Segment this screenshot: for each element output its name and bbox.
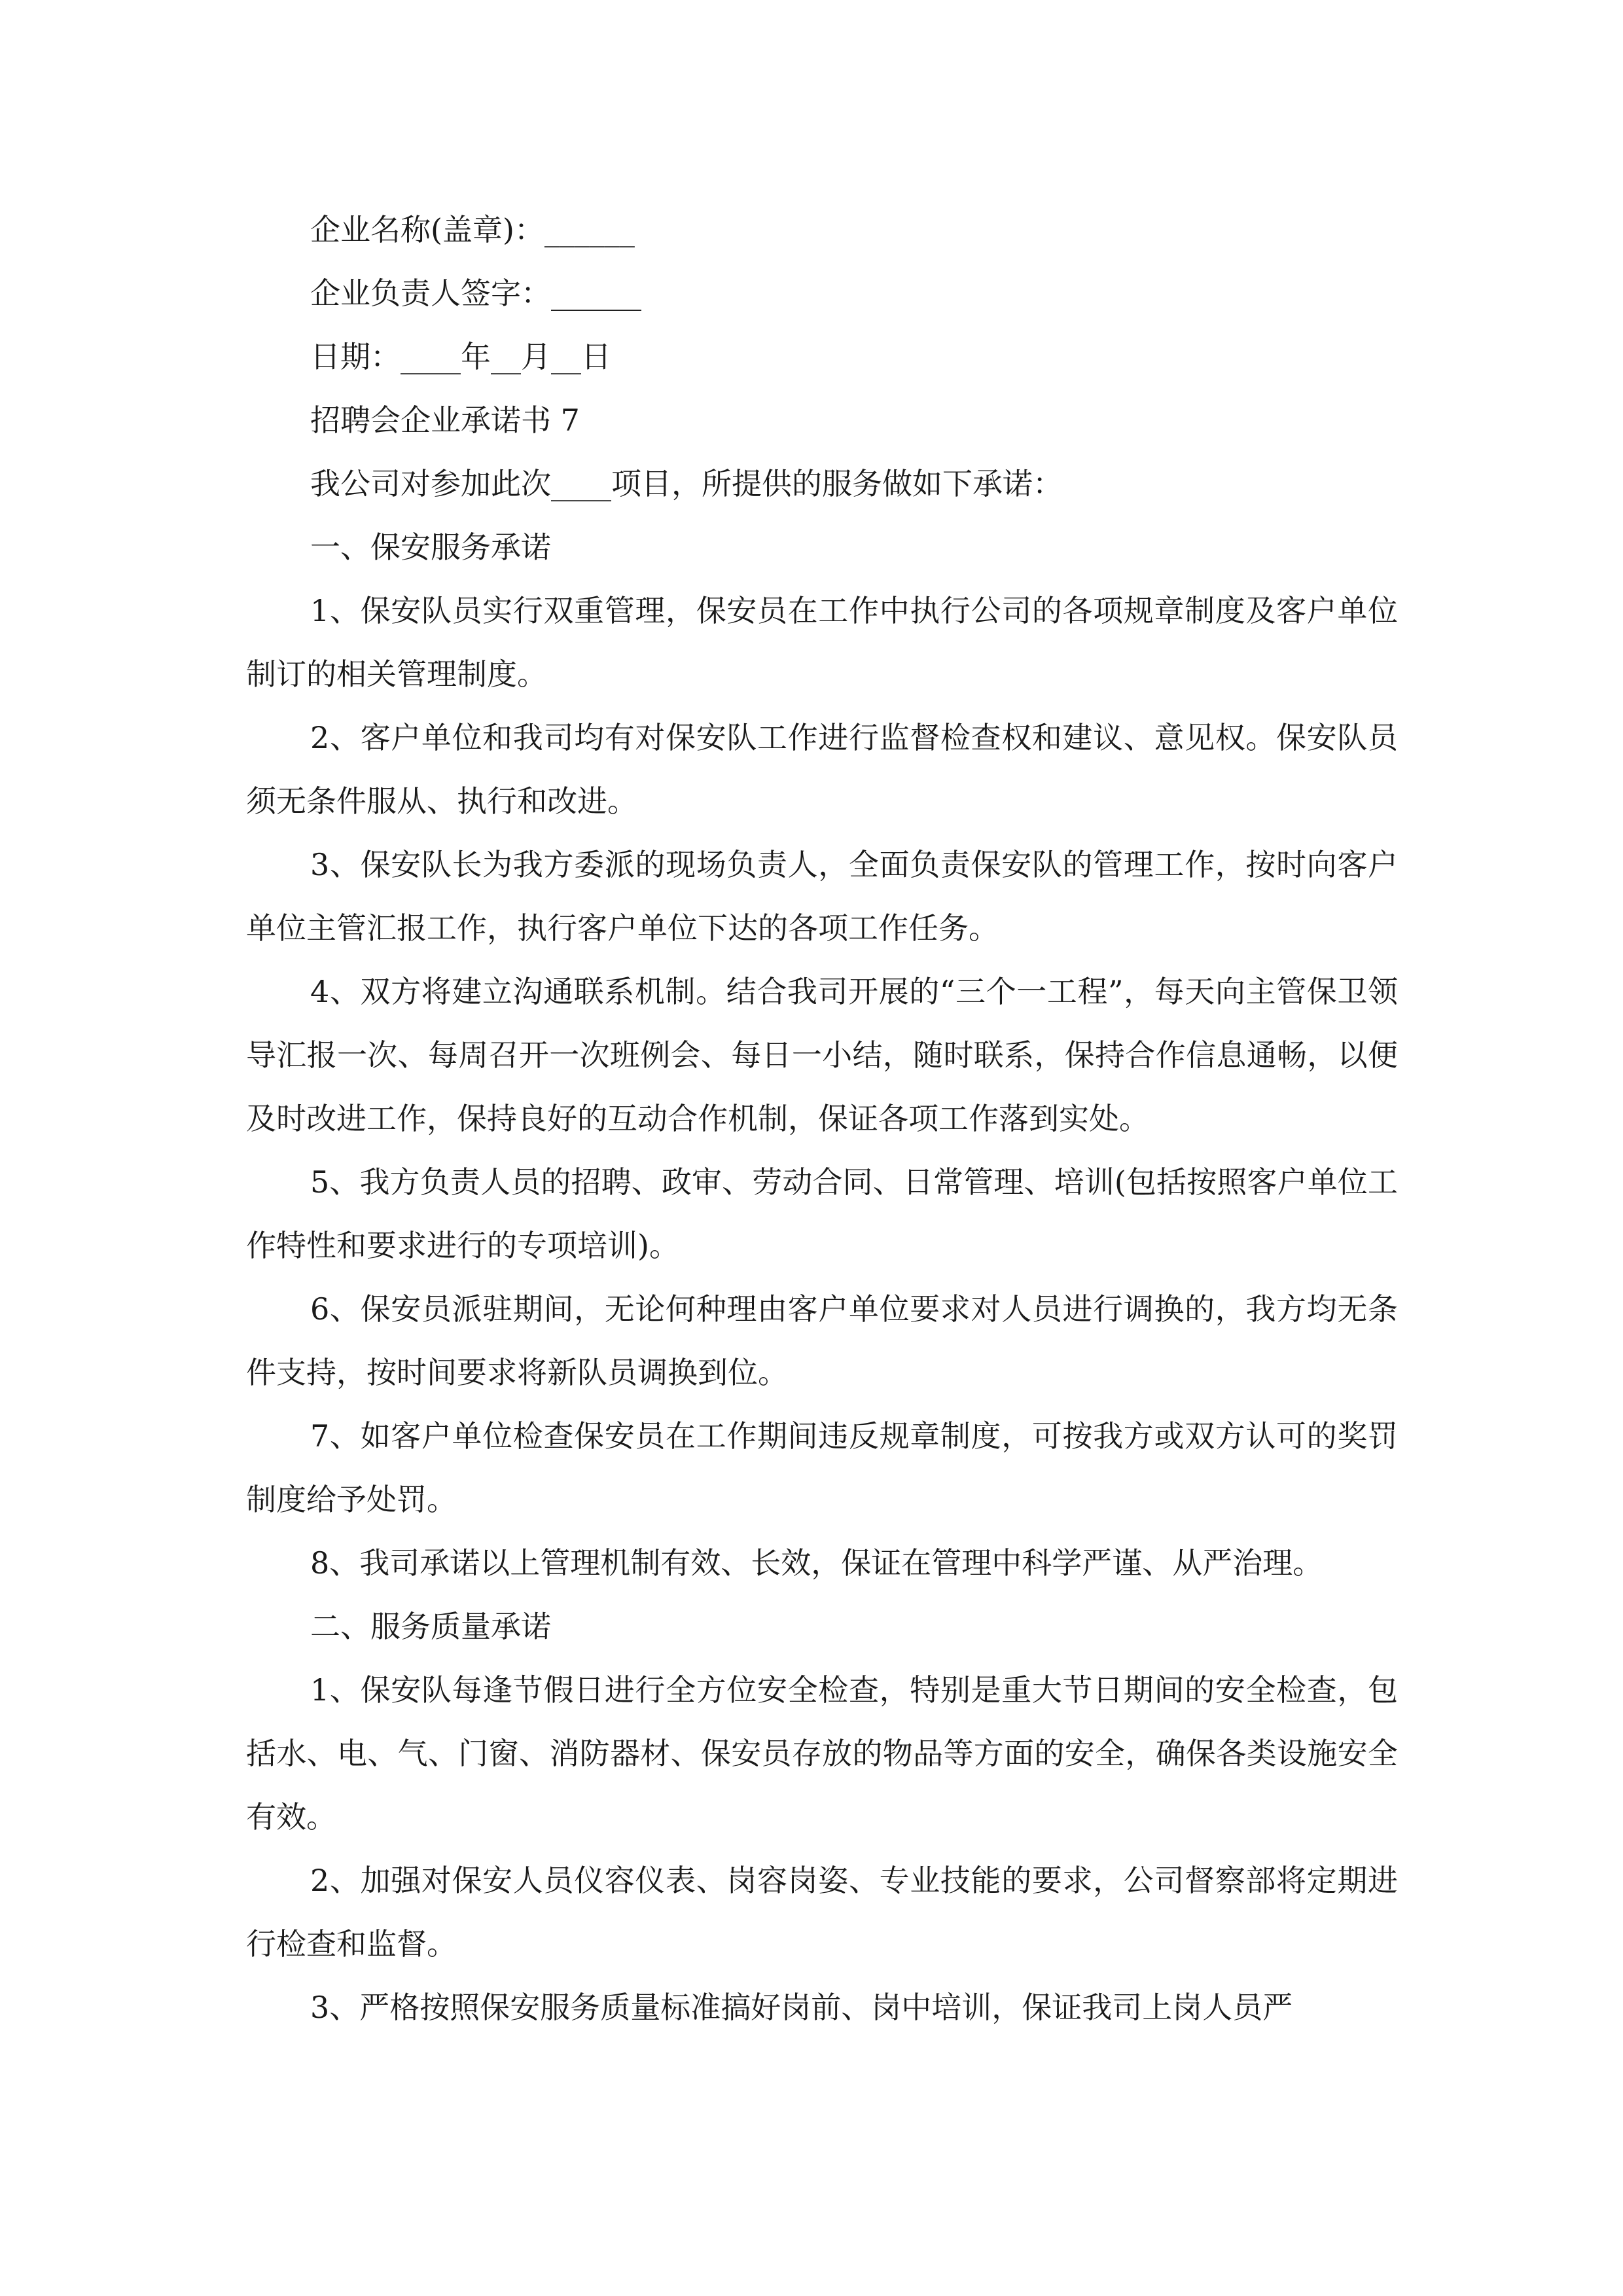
section-heading-service-quality: 二、服务质量承诺 <box>310 1609 551 1644</box>
list-item: 5、我方负责人员的招聘、政审、劳动合同、日常管理、培训(包括按照客户单位工作特性和要求进行的专项培训)。 <box>246 1164 1398 1263</box>
date-field: 日期：____年__月__日 <box>310 339 611 374</box>
list-item: 6、保安员派驻期间，无论何种理由客户单位要求对人员进行调换的，我方均无条件支持，按时间要求将新队员调换到位。 <box>246 1291 1398 1390</box>
list-item: 8、我司承诺以上管理机制有效、长效，保证在管理中科学严谨、从严治理。 <box>310 1545 1323 1581</box>
list-item: 1、保安队员实行双重管理，保安员在工作中执行公司的各项规章制度及客户单位制订的相关管理制度。 <box>246 593 1398 692</box>
intro-paragraph: 我公司对参加此次____项目，所提供的服务做如下承诺： <box>310 466 1063 501</box>
company-name-field: 企业名称(盖章)：______ <box>310 212 635 247</box>
list-item: 7、如客户单位检查保安员在工作期间违反规章制度，可按我方或双方认可的奖罚制度给予处罚。 <box>246 1418 1398 1517</box>
responsible-signature-field: 企业负责人签字：______ <box>310 276 641 311</box>
list-item: 2、客户单位和我司均有对保安队工作进行监督检查权和建议、意见权。保安队员须无条件服从、执行和改进。 <box>246 720 1398 819</box>
list-item: 2、加强对保安人员仪容仪表、岗容岗姿、专业技能的要求，公司督察部将定期进行检查和监督。 <box>246 1863 1398 1962</box>
list-item: 3、严格按照保安服务质量标准搞好岗前、岗中培训，保证我司上岗人员严 <box>310 1990 1293 2025</box>
document-body <box>246 198 1398 2039</box>
list-item: 4、双方将建立沟通联系机制。结合我司开展的“三个一工程”，每天向主管保卫领导汇报一次、每周召开一次班例会、每日一小结，随时联系，保持合作信息通畅，以便及时改进工作，保持良好的互动合作机制，保证各项工作落到实处。 <box>246 974 1398 1136</box>
list-item: 3、保安队长为我方委派的现场负责人，全面负责保安队的管理工作，按时向客户单位主管汇报工作，执行客户单位下达的各项工作任务。 <box>246 847 1398 946</box>
list-item: 1、保安队每逢节假日进行全方位安全检查，特别是重大节日期间的安全检查，包括水、电、气、门窗、消防器材、保安员存放的物品等方面的安全，确保各类设施安全有效。 <box>246 1672 1398 1835</box>
section-heading-security-service: 一、保安服务承诺 <box>310 529 551 565</box>
document-title: 招聘会企业承诺书 7 <box>310 403 580 438</box>
